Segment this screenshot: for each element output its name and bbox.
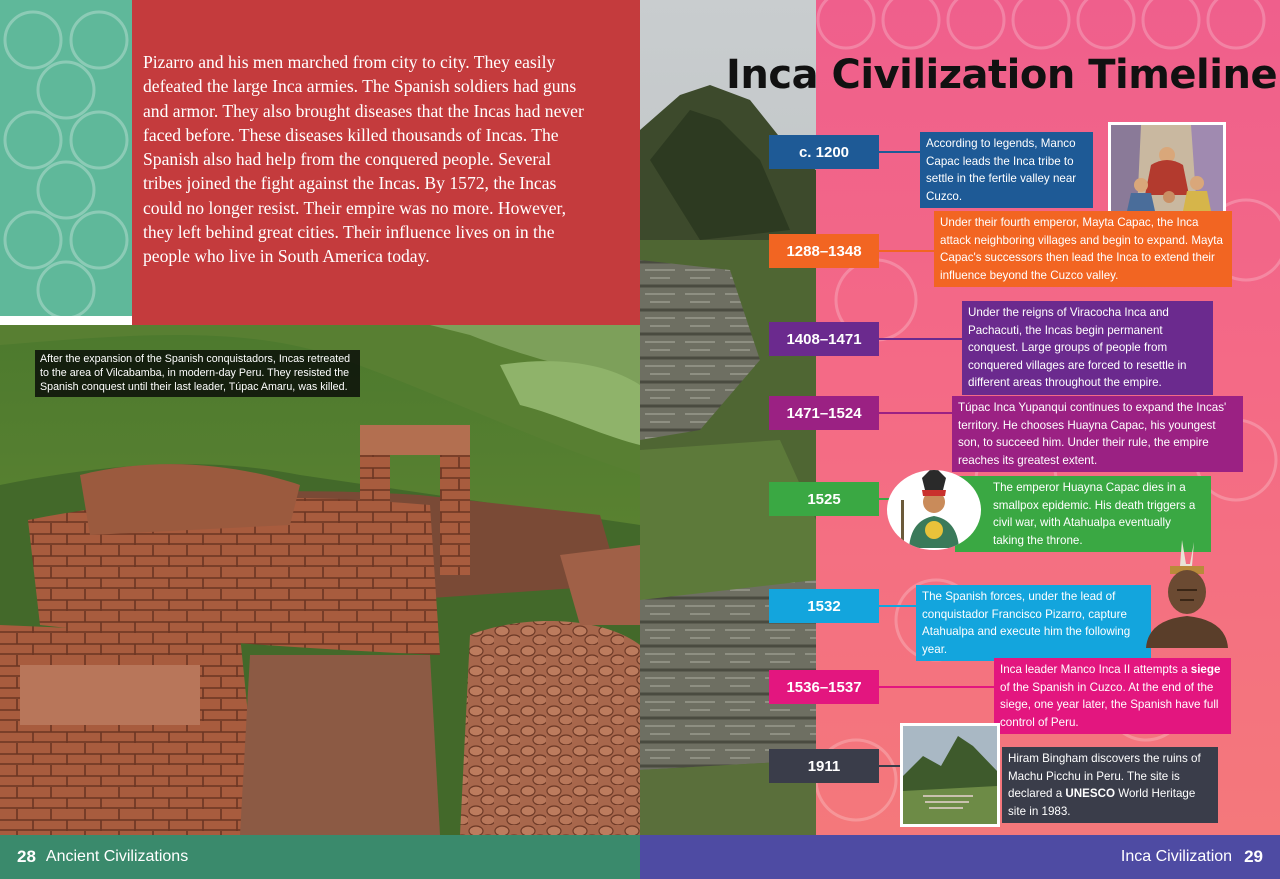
timeline-connector	[879, 686, 995, 688]
machu-picchu-thumbnail	[900, 723, 1000, 827]
timeline-date-1471: 1471–1524	[769, 396, 879, 430]
decorative-teal-band	[0, 0, 132, 316]
huayna-capac-portrait	[887, 470, 981, 550]
footer-section-left: Ancient Civilizations	[45, 848, 189, 865]
ruins-photo	[0, 325, 640, 835]
page-title: Inca Civilization Timeline	[726, 52, 1278, 98]
event-bold-term: siege	[1190, 663, 1221, 676]
timeline-date-1536: 1536–1537	[769, 670, 879, 704]
manco-capac-illustration	[1108, 122, 1226, 214]
footer-section-right: Inca Civilization	[1120, 848, 1233, 865]
page-number-right: 29	[1244, 847, 1263, 866]
timeline-date-1525: 1525	[769, 482, 879, 516]
timeline-connector	[879, 412, 953, 414]
timeline-connector	[879, 250, 935, 252]
footer-left	[0, 835, 640, 879]
event-text: Hiram Bingham discovers the ruins of Machu Picchu in Peru. The site is declared a	[1008, 752, 1201, 801]
timeline-connector	[879, 338, 963, 340]
timeline-connector	[879, 605, 917, 607]
timeline-date-1288: 1288–1348	[769, 234, 879, 268]
event-text: World Heritage site in 1983.	[1008, 787, 1196, 818]
event-text: Inca leader Manco Inca II attempts a	[1000, 663, 1191, 676]
timeline-date-1200: c. 1200	[769, 135, 879, 169]
timeline-connector	[879, 151, 921, 153]
timeline-date-1532: 1532	[769, 589, 879, 623]
body-text: Pizarro and his men marched from city to city. They easily defeated the large Inca armies. The Spanish soldiers had guns and armor. They also brought diseases that the Incas had never faced before. These diseases killed thousands of Incas. The Spanish also had help from the conquered people. Several tribes joined the fight against the Incas. By 1572, the Incas could no longer resist. Their empire was no more. However, they left behind great cities. Their influence lives on in the people who live in South America today.	[143, 52, 584, 267]
timeline-event-1408: Under the reigns of Viracocha Inca and Pachacuti, the Incas begin permanent conquest. Large groups of people from conquered villages are forced to resettle in different areas throughout the empire.	[962, 301, 1213, 395]
timeline-event-1525: The emperor Huayna Capac dies in a smallpox epidemic. His death triggers a civil war, with Atahualpa eventually taking the throne.	[955, 476, 1211, 552]
page-number-left: 28	[17, 847, 36, 866]
timeline-event-1911	[1002, 747, 1218, 823]
footer-right	[640, 835, 1280, 879]
timeline-date-1911: 1911	[769, 749, 879, 783]
photo-caption: After the expansion of the Spanish conquistadors, Incas retreated to the area of Vilcabamba, in modern-day Peru. They resisted the Spanish conquest until their last leader, Túpac Amaru, was killed.	[35, 350, 360, 397]
timeline-event-1471: Túpac Inca Yupanqui continues to expand the Incas' territory. He chooses Huayna Capac, his youngest son, to succeed him. Under their rule, the empire reaches its greatest extent.	[952, 396, 1243, 472]
timeline-event-1288	[934, 211, 1232, 287]
celtic-knot-pattern	[0, 0, 132, 316]
timeline-date-1408: 1408–1471	[769, 322, 879, 356]
timeline-event-1288-text: Under their fourth emperor, Mayta Capac, the Inca attack neighboring villages and begin to expand. Mayta Capac's successors then lead the Inca to extend their influence beyond the Cuzco valley.	[940, 216, 1223, 282]
event-text: of the Spanish in Cuzco. At the end of the siege, one year later, the Spanish have full control of Peru.	[1000, 680, 1219, 729]
timeline-event-1200: According to legends, Manco Capac leads the Inca tribe to settle in the fertile valley near Cuzco.	[920, 132, 1093, 208]
atahualpa-bust	[1142, 540, 1232, 648]
timeline-event-1532: The Spanish forces, under the lead of conquistador Francisco Pizarro, capture Atahualpa and execute him the following year.	[916, 585, 1151, 661]
timeline-event-1536	[994, 658, 1231, 734]
event-bold-term: UNESCO	[1065, 787, 1115, 801]
